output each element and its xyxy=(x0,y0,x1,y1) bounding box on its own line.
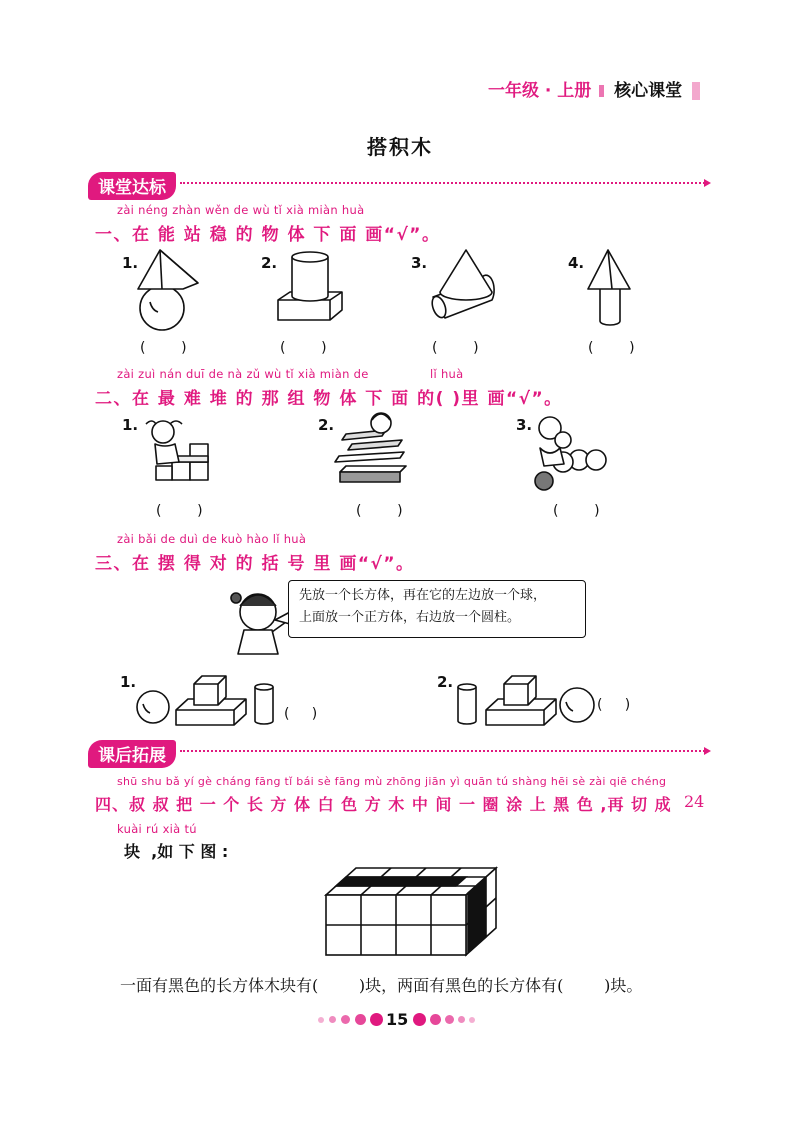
q4-text-2: 块 ,如 下 图 : xyxy=(124,842,229,861)
q1-text: 一、在 能 站 稳 的 物 体 下 面 画“√”。 xyxy=(95,225,441,245)
q2-item-number: 2. xyxy=(318,416,335,434)
arrangement-one-figure xyxy=(137,676,273,725)
painted-cuboid-figure xyxy=(326,868,496,955)
answer-blank[interactable]: ( ) xyxy=(280,340,327,356)
bubble-line: 上面放一个正方体，右边放一个圆柱。 xyxy=(299,610,521,625)
q2-item-number: 1. xyxy=(122,416,139,434)
answer-blank[interactable]: ( ) xyxy=(432,340,479,356)
q3-item-number: 1. xyxy=(120,673,137,691)
footer-dot xyxy=(370,1013,383,1026)
q4-number: 24 xyxy=(684,792,705,811)
girl-stacking-balls-figure xyxy=(535,417,606,490)
bubble-line: 先放一个长方体，再在它的左边放一个球， xyxy=(299,588,547,603)
arrow-icon xyxy=(704,747,711,755)
section-badge-after: 课后拓展 xyxy=(88,740,176,768)
cylinder-on-cuboid-figure xyxy=(278,252,342,320)
q2-text: 二、在 最 难 堆 的 那 组 物 体 下 面 的( )里 画“√”。 xyxy=(95,389,563,409)
footer-dot xyxy=(355,1014,366,1025)
q4-text: 四、叔 叔 把 一 个 长 方 体 白 色 方 木 中 间 一 圈 涂 上 黑 色 ,再 切 成 xyxy=(95,795,672,814)
girl-pointing-figure xyxy=(231,593,286,654)
answer-blank[interactable]: ( ) xyxy=(284,706,318,722)
grade-label: 一年级 · 上册 xyxy=(488,81,592,101)
q3-pinyin: zài bǎi de duì de kuò hào lǐ huà xyxy=(117,532,307,546)
arrangement-two-figure xyxy=(458,676,594,725)
page-title: 搭积木 xyxy=(367,135,433,159)
footer-dot xyxy=(445,1015,454,1024)
answer-blank[interactable]: ( ) xyxy=(553,503,600,519)
footer-dot xyxy=(341,1015,350,1024)
footer-dot xyxy=(430,1014,441,1025)
footer-dot xyxy=(318,1017,324,1023)
girl-stacking-blocks-figure xyxy=(146,421,208,480)
cone-on-cylinder-figure xyxy=(588,250,630,325)
book-label: 核心课堂 xyxy=(614,81,683,101)
q4-pinyin: shū shu bǎ yí gè cháng fāng tǐ bái sè fāng mù zhōng jiān yì quān tú shàng hēi sè zài qiē chéng xyxy=(117,775,667,788)
q4-answer-line: 一面有黑色的长方体木块有( )块，两面有黑色的长方体有( )块。 xyxy=(120,976,643,995)
q1-item-number: 2. xyxy=(261,254,278,272)
answer-blank[interactable]: ( ) xyxy=(140,340,187,356)
q3-text: 三、在 摆 得 对 的 括 号 里 画“√”。 xyxy=(95,554,415,574)
q2-pinyin-tail: lǐ huà xyxy=(430,367,464,381)
q1-item-number: 3. xyxy=(411,254,428,272)
q3-item-number: 2. xyxy=(437,673,454,691)
footer-dot xyxy=(469,1017,475,1023)
footer-dot xyxy=(329,1016,336,1023)
section-divider xyxy=(180,750,705,752)
answer-blank[interactable]: ( ) xyxy=(597,697,631,713)
footer-dot xyxy=(413,1013,426,1026)
speech-bubble-text xyxy=(299,585,584,629)
q1-pinyin: zài néng zhàn wěn de wù tǐ xià miàn huà xyxy=(117,203,365,217)
pyramid-on-sphere-figure xyxy=(138,250,198,330)
q1-item-number: 1. xyxy=(122,254,139,272)
q4-pinyin-2: kuài rú xià tú xyxy=(117,822,197,836)
boy-stacking-planks-figure xyxy=(335,413,406,482)
cone-on-lying-cylinder-figure xyxy=(430,250,495,319)
q2-pinyin: zài zuì nán duī de nà zǔ wù tǐ xià miàn de xyxy=(117,367,369,381)
answer-blank[interactable]: ( ) xyxy=(588,340,635,356)
q2-item-number: 3. xyxy=(516,416,533,434)
section-badge-class: 课堂达标 xyxy=(88,172,176,200)
q1-item-number: 4. xyxy=(568,254,585,272)
page-number: 15 xyxy=(386,1010,409,1029)
footer-dot xyxy=(458,1016,465,1023)
answer-blank[interactable]: ( ) xyxy=(356,503,403,519)
answer-blank[interactable]: ( ) xyxy=(156,503,203,519)
